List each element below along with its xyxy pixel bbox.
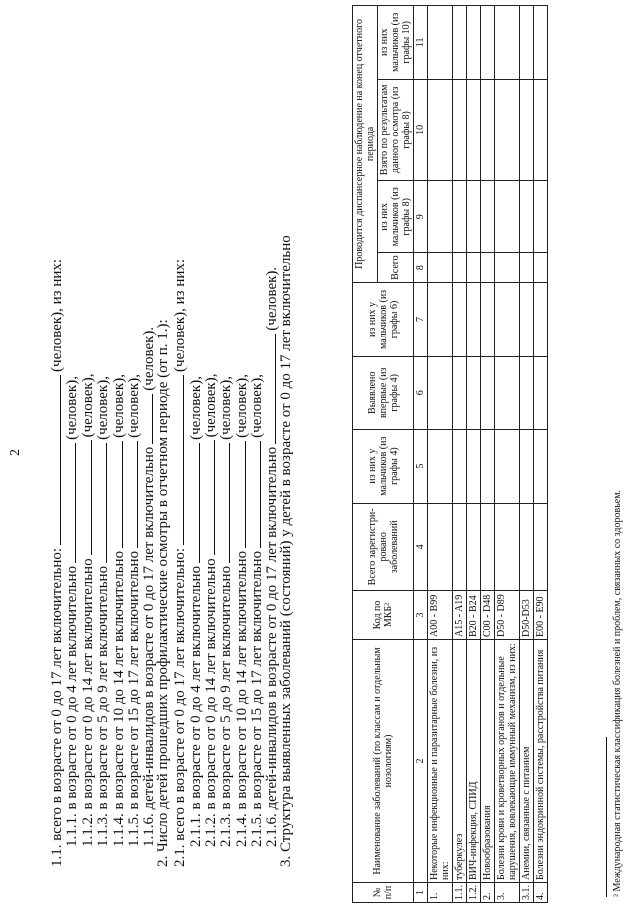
- empty-cell[interactable]: [520, 6, 534, 80]
- empty-cell[interactable]: [495, 6, 520, 80]
- question-suffix: (человек),: [249, 374, 266, 438]
- answer-blank[interactable]: [94, 443, 107, 563]
- empty-cell[interactable]: [467, 253, 481, 283]
- column-number: 11: [414, 6, 428, 80]
- empty-cell[interactable]: [453, 79, 467, 181]
- answer-blank[interactable]: [48, 375, 61, 545]
- empty-cell[interactable]: [428, 282, 453, 356]
- question-text: 1.1.1. в возрасте от 0 до 4 лет включительно: [64, 565, 81, 847]
- empty-cell[interactable]: [428, 253, 453, 283]
- question-suffix: (человек), из них:: [49, 258, 65, 372]
- question-line: [110, 7, 125, 867]
- header-disp-taken-boys: из них мальчиков (из графы 10): [378, 6, 414, 80]
- column-number: 10: [414, 79, 428, 181]
- question-text: 2. Число детей прошедших профилактические осмотры в отчетном периоде (от п. 1.):: [154, 319, 171, 867]
- table-row: [481, 6, 495, 903]
- empty-cell[interactable]: [467, 357, 481, 430]
- header-disp-group: Проводится диспансерное наблюдение на конец отчетного периода: [353, 6, 378, 283]
- table-row: [520, 6, 534, 903]
- footnote-divider: [606, 737, 607, 897]
- table-row: [495, 6, 520, 903]
- page-number: 2: [8, 449, 23, 456]
- empty-cell[interactable]: [453, 181, 467, 253]
- empty-cell[interactable]: [453, 503, 467, 590]
- question-line: [248, 7, 266, 867]
- empty-cell[interactable]: [534, 79, 548, 181]
- table-row: [467, 6, 481, 903]
- column-number: 2: [414, 640, 428, 883]
- question-line: [125, 7, 140, 867]
- row-number: 4.: [534, 883, 548, 903]
- empty-cell[interactable]: [534, 253, 548, 283]
- question-suffix: (человек),: [110, 374, 127, 438]
- row-code: A00 - B99: [428, 591, 453, 640]
- question-line: [94, 7, 112, 867]
- question-text: 2.1.2. в возрасте от 0 до 14 лет включительно: [202, 558, 219, 847]
- footnote: ² Международная статистическая классификация болезней и проблем, связанных со здоровьем.: [612, 489, 623, 897]
- empty-cell[interactable]: [467, 282, 481, 356]
- question-text: 1.1.4. в возрасте от 10 до 14 лет включительно: [110, 550, 127, 847]
- row-name: ВИЧ-инфекция, СПИД: [467, 640, 481, 883]
- empty-cell[interactable]: [467, 503, 481, 590]
- empty-cell[interactable]: [453, 253, 467, 283]
- empty-cell[interactable]: [495, 429, 520, 503]
- row-number: 1.1.: [453, 883, 467, 903]
- column-number: 4: [414, 503, 428, 590]
- question-line: [233, 7, 248, 867]
- empty-cell[interactable]: [520, 357, 534, 430]
- question-text: 1.1.2. в возрасте от 0 до 14 лет включительно: [79, 558, 96, 847]
- row-number: 3.: [495, 883, 520, 903]
- header-code: Код по МКБ²: [353, 591, 414, 640]
- empty-cell[interactable]: [481, 253, 495, 283]
- question-text: 1.1. всего в возрасте от 0 до 17 лет включительно:: [49, 547, 65, 867]
- answer-blank[interactable]: [63, 443, 76, 563]
- question-suffix: (человек).: [141, 326, 158, 391]
- row-code: A15 - A19: [453, 591, 467, 640]
- question-line: [48, 7, 63, 867]
- column-number: 8: [414, 253, 428, 283]
- answer-blank[interactable]: [140, 394, 153, 444]
- header-total: Всего зарегистри-ровано заболеваний: [353, 503, 414, 590]
- answer-blank[interactable]: [233, 441, 246, 548]
- question-text: 3. Структура выявленных заболеваний (состояний) у детей в возрасте от 0 до 17 лет включительно: [277, 235, 294, 867]
- question-suffix: (человек),: [79, 373, 96, 438]
- answer-blank[interactable]: [202, 440, 215, 555]
- empty-cell[interactable]: [467, 429, 481, 503]
- answer-blank[interactable]: [79, 440, 92, 555]
- question-text: 1.1.6. детей-инвалидов в возрасте от 0 до 17 лет включительно: [141, 446, 158, 847]
- answer-blank[interactable]: [263, 334, 276, 444]
- column-number: 9: [414, 181, 428, 253]
- empty-cell[interactable]: [481, 181, 495, 253]
- header-disp-taken: Взято по результатам данного осмотра (из графы 8): [378, 79, 414, 181]
- empty-cell[interactable]: [481, 503, 495, 590]
- empty-cell[interactable]: [481, 282, 495, 356]
- table-row: [428, 6, 453, 903]
- header-name: Наименование заболеваний (по классам и отдельным нозологиям): [353, 640, 414, 883]
- empty-cell[interactable]: [428, 503, 453, 590]
- row-name: Анемии, связанные с питанием: [520, 640, 534, 883]
- table-row: [534, 6, 548, 903]
- header-first-boys: из них у мальчиков (из графы 6): [353, 282, 414, 356]
- question-suffix: (человек),: [218, 376, 235, 440]
- question-suffix: (человек),: [187, 376, 204, 440]
- column-number: 5: [414, 429, 428, 503]
- row-code: C00 - D48: [481, 591, 495, 640]
- header-disp-total: Всего: [378, 253, 414, 283]
- row-name: Болезни крови и кроветворных органов и отдельные нарушения, вовлекающие иммунный механизм, из них:: [495, 640, 520, 883]
- question-suffix: (человек),: [125, 374, 142, 438]
- question-suffix: (человек), из них:: [172, 258, 189, 372]
- question-line: [171, 7, 189, 867]
- empty-cell[interactable]: [453, 357, 467, 430]
- question-suffix: (человек),: [95, 376, 112, 440]
- column-numbers-row: [414, 6, 428, 903]
- question-text: 2.1.4. в возрасте от 10 до 14 лет включительно: [233, 550, 250, 847]
- empty-cell[interactable]: [428, 181, 453, 253]
- question-line: [140, 7, 158, 867]
- empty-cell[interactable]: [453, 282, 467, 356]
- row-code: D50-D53: [520, 591, 534, 640]
- empty-cell[interactable]: [467, 181, 481, 253]
- question-suffix: (человек).: [264, 266, 281, 331]
- row-code: E00 - E90: [534, 591, 548, 640]
- question-line: [279, 7, 294, 867]
- question-line: [79, 7, 94, 867]
- empty-cell[interactable]: [495, 357, 520, 430]
- question-lines: [48, 7, 294, 867]
- answer-blank[interactable]: [248, 441, 261, 548]
- answer-blank[interactable]: [187, 443, 200, 563]
- empty-cell[interactable]: [428, 429, 453, 503]
- empty-cell[interactable]: [428, 6, 453, 80]
- empty-cell[interactable]: [481, 357, 495, 430]
- empty-cell[interactable]: [467, 79, 481, 181]
- column-number: 3: [414, 591, 428, 640]
- empty-cell[interactable]: [428, 79, 453, 181]
- answer-blank[interactable]: [125, 441, 138, 548]
- empty-cell[interactable]: [481, 79, 495, 181]
- empty-cell[interactable]: [453, 6, 467, 80]
- header-disp-boys: из них мальчиков (из графы 8): [378, 181, 414, 253]
- empty-cell[interactable]: [520, 503, 534, 590]
- empty-cell[interactable]: [520, 429, 534, 503]
- empty-cell[interactable]: [495, 79, 520, 181]
- empty-cell[interactable]: [481, 429, 495, 503]
- row-number: 3.1.: [520, 883, 534, 903]
- row-number: 1.: [428, 883, 453, 903]
- row-name: Болезни эндокринной системы, расстройства питания: [534, 640, 548, 883]
- row-number: 2.: [481, 883, 495, 903]
- empty-cell[interactable]: [520, 282, 534, 356]
- table-row: [453, 6, 467, 903]
- column-number: 1: [414, 883, 428, 903]
- question-line: [63, 7, 81, 867]
- answer-blank[interactable]: [110, 441, 123, 548]
- question-line: [187, 7, 202, 867]
- question-suffix: (человек),: [64, 376, 81, 440]
- row-code: B20 - B24: [467, 591, 481, 640]
- header-first: Выявлено впервые (из графы 4): [353, 357, 414, 430]
- empty-cell[interactable]: [495, 253, 520, 283]
- empty-cell[interactable]: [495, 181, 520, 253]
- empty-cell[interactable]: [495, 282, 520, 356]
- empty-cell[interactable]: [520, 79, 534, 181]
- empty-cell[interactable]: [428, 357, 453, 430]
- answer-blank[interactable]: [217, 443, 230, 563]
- header-no: № п/п: [353, 883, 414, 903]
- empty-cell[interactable]: [534, 6, 548, 80]
- row-name: Новообразования: [481, 640, 495, 883]
- header-boys: из них у мальчиков (из графы 4): [353, 429, 414, 503]
- empty-cell[interactable]: [481, 6, 495, 80]
- question-text: 2.1.3. в возрасте от 5 до 9 лет включительно: [218, 565, 235, 847]
- empty-cell[interactable]: [534, 181, 548, 253]
- question-suffix: (человек),: [233, 374, 250, 438]
- question-line: [202, 7, 217, 867]
- column-number: 6: [414, 357, 428, 430]
- question-text: 1.1.3. в возрасте от 5 до 9 лет включительно: [95, 565, 112, 847]
- empty-cell[interactable]: [467, 6, 481, 80]
- question-text: 2.1.5. в возрасте от 15 до 17 лет включительно: [249, 550, 266, 847]
- question-text: 2.1.1. в возрасте от 0 до 4 лет включительно: [187, 565, 204, 847]
- empty-cell[interactable]: [534, 503, 548, 590]
- row-code: D50 - D89: [495, 591, 520, 640]
- empty-cell[interactable]: [534, 429, 548, 503]
- question-text: 2.1.6. детей-инвалидов в возрасте от 0 до 17 лет включительно: [264, 446, 281, 847]
- question-line: [217, 7, 235, 867]
- diseases-table: [352, 5, 548, 903]
- empty-cell[interactable]: [495, 503, 520, 590]
- column-number: 7: [414, 282, 428, 356]
- question-text: 1.1.5. в возрасте от 15 до 17 лет включительно: [125, 550, 142, 847]
- question-line: [263, 7, 281, 867]
- empty-cell[interactable]: [534, 282, 548, 356]
- question-text: 2.1. всего в возрасте от 0 до 17 лет включительно:: [172, 547, 189, 867]
- empty-cell[interactable]: [520, 181, 534, 253]
- empty-cell[interactable]: [520, 253, 534, 283]
- row-name: туберкулез: [453, 640, 467, 883]
- empty-cell[interactable]: [453, 429, 467, 503]
- question-suffix: (человек),: [202, 373, 219, 438]
- row-number: 1.2.: [467, 883, 481, 903]
- empty-cell[interactable]: [534, 357, 548, 430]
- question-line: [156, 7, 171, 867]
- row-name: Некоторые инфекционные и паразитарные болезни, из них:: [428, 640, 453, 883]
- answer-blank[interactable]: [171, 375, 184, 545]
